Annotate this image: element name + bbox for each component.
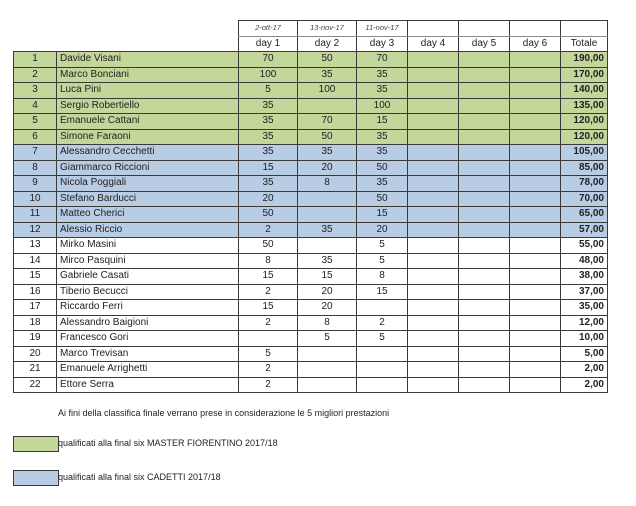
- day-5-cell: [459, 362, 510, 378]
- day-5-cell: [459, 253, 510, 269]
- total-cell: 70,00: [561, 191, 608, 207]
- position-cell: 21: [14, 362, 57, 378]
- name-cell: Ettore Serra: [57, 377, 239, 393]
- day-6-cell: [510, 52, 561, 68]
- day-6-cell: [510, 377, 561, 393]
- header-day-1: day 1: [239, 36, 298, 52]
- total-cell: 120,00: [561, 129, 608, 145]
- day-5-cell: [459, 67, 510, 83]
- position-cell: 13: [14, 238, 57, 254]
- total-cell: 55,00: [561, 238, 608, 254]
- day-3-cell: 5: [357, 331, 408, 347]
- total-cell: 105,00: [561, 145, 608, 161]
- name-cell: Emanuele Arrighetti: [57, 362, 239, 378]
- total-cell: 135,00: [561, 98, 608, 114]
- day-4-cell: [408, 52, 459, 68]
- day-3-cell: 2: [357, 315, 408, 331]
- name-cell: Stefano Barducci: [57, 191, 239, 207]
- day-1-cell: 70: [239, 52, 298, 68]
- total-cell: 65,00: [561, 207, 608, 223]
- position-cell: 10: [14, 191, 57, 207]
- day-1-cell: 2: [239, 315, 298, 331]
- day-header-row: [14, 36, 608, 52]
- day-5-cell: [459, 160, 510, 176]
- day-1-cell: 100: [239, 67, 298, 83]
- total-cell: 48,00: [561, 253, 608, 269]
- day-5-cell: [459, 284, 510, 300]
- position-cell: 14: [14, 253, 57, 269]
- day-4-cell: [408, 331, 459, 347]
- table-row: [14, 114, 608, 130]
- day-1-cell: [239, 331, 298, 347]
- day-5-cell: [459, 114, 510, 130]
- header-day-2: day 2: [298, 36, 357, 52]
- day-3-cell: [357, 377, 408, 393]
- total-cell: 10,00: [561, 331, 608, 347]
- name-cell: Alessandro Cecchetti: [57, 145, 239, 161]
- day-3-cell: 8: [357, 269, 408, 285]
- day-6-cell: [510, 253, 561, 269]
- day-3-cell: 50: [357, 160, 408, 176]
- day-3-cell: 100: [357, 98, 408, 114]
- day-5-cell: [459, 191, 510, 207]
- day-3-cell: 5: [357, 253, 408, 269]
- day-1-cell: 15: [239, 269, 298, 285]
- day-1-cell: 2: [239, 362, 298, 378]
- total-cell: 190,00: [561, 52, 608, 68]
- day-3-cell: [357, 346, 408, 362]
- table-row: [14, 160, 608, 176]
- day-5-cell: [459, 331, 510, 347]
- name-cell: Gabriele Casati: [57, 269, 239, 285]
- total-cell: 5,00: [561, 346, 608, 362]
- day-4-cell: [408, 346, 459, 362]
- day-1-cell: 2: [239, 377, 298, 393]
- table-row: [14, 98, 608, 114]
- day-6-cell: [510, 83, 561, 99]
- day-4-cell: [408, 145, 459, 161]
- name-cell: Davide Visani: [57, 52, 239, 68]
- date-header-row: [14, 21, 608, 37]
- day-5-cell: [459, 238, 510, 254]
- day-1-cell: 15: [239, 160, 298, 176]
- day-4-cell: [408, 362, 459, 378]
- day-5-cell: [459, 98, 510, 114]
- table-row: [14, 129, 608, 145]
- day-1-cell: 35: [239, 98, 298, 114]
- table-row: [14, 83, 608, 99]
- day-6-cell: [510, 269, 561, 285]
- total-cell: 35,00: [561, 300, 608, 316]
- day-2-cell: 50: [298, 52, 357, 68]
- day-1-cell: 50: [239, 207, 298, 223]
- position-cell: 16: [14, 284, 57, 300]
- position-cell: 2: [14, 67, 57, 83]
- legend-label-master: qualificati alla final six MASTER FIORENTINO 2017/18: [58, 438, 278, 448]
- total-cell: 170,00: [561, 67, 608, 83]
- day-1-cell: 8: [239, 253, 298, 269]
- total-cell: 120,00: [561, 114, 608, 130]
- legend-label-cadetti: qualificati alla final six CADETTI 2017/18: [58, 472, 221, 482]
- table-row: [14, 145, 608, 161]
- day-3-cell: 15: [357, 284, 408, 300]
- legend-swatch-master: [13, 436, 59, 452]
- date-day-2: 13-nov-17: [298, 21, 357, 37]
- day-1-cell: 15: [239, 300, 298, 316]
- day-1-cell: 2: [239, 284, 298, 300]
- day-3-cell: 50: [357, 191, 408, 207]
- name-cell: Marco Bonciani: [57, 67, 239, 83]
- day-1-cell: 35: [239, 114, 298, 130]
- date-day-5: [459, 21, 510, 37]
- day-4-cell: [408, 300, 459, 316]
- day-2-cell: 8: [298, 176, 357, 192]
- day-6-cell: [510, 238, 561, 254]
- header-day-6: day 6: [510, 36, 561, 52]
- day-6-cell: [510, 315, 561, 331]
- day-3-cell: 15: [357, 114, 408, 130]
- table-row: [14, 315, 608, 331]
- legend-swatch-cadetti: [13, 470, 59, 486]
- table-row: [14, 362, 608, 378]
- total-cell: 85,00: [561, 160, 608, 176]
- day-6-cell: [510, 346, 561, 362]
- header-day-3: day 3: [357, 36, 408, 52]
- day-2-cell: 8: [298, 315, 357, 331]
- table-row: [14, 191, 608, 207]
- table-row: [14, 222, 608, 238]
- day-2-cell: 50: [298, 129, 357, 145]
- day-2-cell: 20: [298, 300, 357, 316]
- name-cell: Mirko Masini: [57, 238, 239, 254]
- date-day-6: [510, 21, 561, 37]
- day-6-cell: [510, 300, 561, 316]
- position-cell: 17: [14, 300, 57, 316]
- day-6-cell: [510, 160, 561, 176]
- day-3-cell: 35: [357, 176, 408, 192]
- day-2-cell: [298, 362, 357, 378]
- day-5-cell: [459, 145, 510, 161]
- day-2-cell: 20: [298, 160, 357, 176]
- standings-table: [13, 20, 608, 393]
- name-cell: Matteo Cherici: [57, 207, 239, 223]
- note-text: Ai fini della classifica finale verrano prese in considerazione le 5 migliori prestazioni: [58, 408, 390, 418]
- name-cell: Sergio Robertiello: [57, 98, 239, 114]
- day-6-cell: [510, 129, 561, 145]
- position-cell: 15: [14, 269, 57, 285]
- position-cell: 20: [14, 346, 57, 362]
- name-cell: Alessandro Baigioni: [57, 315, 239, 331]
- day-3-cell: [357, 362, 408, 378]
- total-cell: 78,00: [561, 176, 608, 192]
- date-total: [561, 21, 608, 37]
- position-cell: 7: [14, 145, 57, 161]
- day-4-cell: [408, 269, 459, 285]
- name-cell: Emanuele Cattani: [57, 114, 239, 130]
- position-cell: 22: [14, 377, 57, 393]
- table-row: [14, 300, 608, 316]
- date-day-1: 2-ott-17: [239, 21, 298, 37]
- day-2-cell: 35: [298, 145, 357, 161]
- day-1-cell: 35: [239, 176, 298, 192]
- day-4-cell: [408, 129, 459, 145]
- day-4-cell: [408, 315, 459, 331]
- position-cell: 6: [14, 129, 57, 145]
- day-6-cell: [510, 222, 561, 238]
- day-5-cell: [459, 300, 510, 316]
- name-cell: Alessio Riccio: [57, 222, 239, 238]
- day-2-cell: [298, 377, 357, 393]
- day-6-cell: [510, 331, 561, 347]
- day-2-cell: 100: [298, 83, 357, 99]
- day-2-cell: 35: [298, 222, 357, 238]
- day-2-cell: [298, 191, 357, 207]
- position-cell: 3: [14, 83, 57, 99]
- total-cell: 2,00: [561, 377, 608, 393]
- name-cell: Giammarco Riccioni: [57, 160, 239, 176]
- position-cell: 12: [14, 222, 57, 238]
- day-2-cell: [298, 238, 357, 254]
- day-5-cell: [459, 315, 510, 331]
- header-total: Totale: [561, 36, 608, 52]
- name-cell: Mirco Pasquini: [57, 253, 239, 269]
- day-2-cell: 15: [298, 269, 357, 285]
- table-row: [14, 207, 608, 223]
- day-6-cell: [510, 114, 561, 130]
- day-5-cell: [459, 83, 510, 99]
- header-day-5: day 5: [459, 36, 510, 52]
- day-1-cell: 20: [239, 191, 298, 207]
- name-cell: Luca Pini: [57, 83, 239, 99]
- day-6-cell: [510, 207, 561, 223]
- name-cell: Riccardo Ferri: [57, 300, 239, 316]
- position-cell: 4: [14, 98, 57, 114]
- position-cell: 19: [14, 331, 57, 347]
- total-cell: 38,00: [561, 269, 608, 285]
- day-3-cell: [357, 300, 408, 316]
- table-row: [14, 52, 608, 68]
- day-6-cell: [510, 145, 561, 161]
- day-4-cell: [408, 98, 459, 114]
- day-2-cell: [298, 98, 357, 114]
- day-3-cell: 70: [357, 52, 408, 68]
- day-6-cell: [510, 284, 561, 300]
- table-row: [14, 331, 608, 347]
- name-cell: Simone Faraoni: [57, 129, 239, 145]
- day-2-cell: 70: [298, 114, 357, 130]
- day-2-cell: 5: [298, 331, 357, 347]
- table-row: [14, 346, 608, 362]
- day-3-cell: 35: [357, 145, 408, 161]
- day-3-cell: 15: [357, 207, 408, 223]
- day-5-cell: [459, 269, 510, 285]
- name-cell: Francesco Gori: [57, 331, 239, 347]
- day-5-cell: [459, 129, 510, 145]
- day-4-cell: [408, 83, 459, 99]
- day-4-cell: [408, 176, 459, 192]
- day-1-cell: 50: [239, 238, 298, 254]
- day-4-cell: [408, 67, 459, 83]
- date-day-3: 11-nov-17: [357, 21, 408, 37]
- name-cell: Nicola Poggiali: [57, 176, 239, 192]
- day-4-cell: [408, 114, 459, 130]
- day-5-cell: [459, 207, 510, 223]
- total-cell: 2,00: [561, 362, 608, 378]
- day-3-cell: 35: [357, 83, 408, 99]
- position-cell: 11: [14, 207, 57, 223]
- day-4-cell: [408, 253, 459, 269]
- day-4-cell: [408, 207, 459, 223]
- day-1-cell: 35: [239, 129, 298, 145]
- table-row: [14, 238, 608, 254]
- day-4-cell: [408, 191, 459, 207]
- total-cell: 37,00: [561, 284, 608, 300]
- day-4-cell: [408, 377, 459, 393]
- day-5-cell: [459, 377, 510, 393]
- date-day-4: [408, 21, 459, 37]
- day-3-cell: 20: [357, 222, 408, 238]
- table-row: [14, 253, 608, 269]
- position-cell: 18: [14, 315, 57, 331]
- day-3-cell: 35: [357, 67, 408, 83]
- table-row: [14, 269, 608, 285]
- day-5-cell: [459, 52, 510, 68]
- day-1-cell: 5: [239, 346, 298, 362]
- table-row: [14, 284, 608, 300]
- day-4-cell: [408, 160, 459, 176]
- day-6-cell: [510, 191, 561, 207]
- table-row: [14, 176, 608, 192]
- day-2-cell: [298, 346, 357, 362]
- position-cell: 1: [14, 52, 57, 68]
- name-cell: Marco Trevisan: [57, 346, 239, 362]
- day-1-cell: 5: [239, 83, 298, 99]
- day-6-cell: [510, 98, 561, 114]
- day-5-cell: [459, 222, 510, 238]
- day-4-cell: [408, 222, 459, 238]
- day-6-cell: [510, 176, 561, 192]
- total-cell: 140,00: [561, 83, 608, 99]
- name-cell: Tiberio Becucci: [57, 284, 239, 300]
- day-5-cell: [459, 346, 510, 362]
- table-row: [14, 67, 608, 83]
- day-1-cell: 2: [239, 222, 298, 238]
- header-day-4: day 4: [408, 36, 459, 52]
- day-2-cell: 35: [298, 253, 357, 269]
- table-row: [14, 377, 608, 393]
- total-cell: 12,00: [561, 315, 608, 331]
- day-4-cell: [408, 238, 459, 254]
- day-4-cell: [408, 284, 459, 300]
- day-3-cell: 35: [357, 129, 408, 145]
- day-2-cell: [298, 207, 357, 223]
- position-cell: 9: [14, 176, 57, 192]
- day-6-cell: [510, 362, 561, 378]
- day-2-cell: 35: [298, 67, 357, 83]
- position-cell: 5: [14, 114, 57, 130]
- total-cell: 57,00: [561, 222, 608, 238]
- day-3-cell: 5: [357, 238, 408, 254]
- day-6-cell: [510, 67, 561, 83]
- day-1-cell: 35: [239, 145, 298, 161]
- position-cell: 8: [14, 160, 57, 176]
- day-2-cell: 20: [298, 284, 357, 300]
- day-5-cell: [459, 176, 510, 192]
